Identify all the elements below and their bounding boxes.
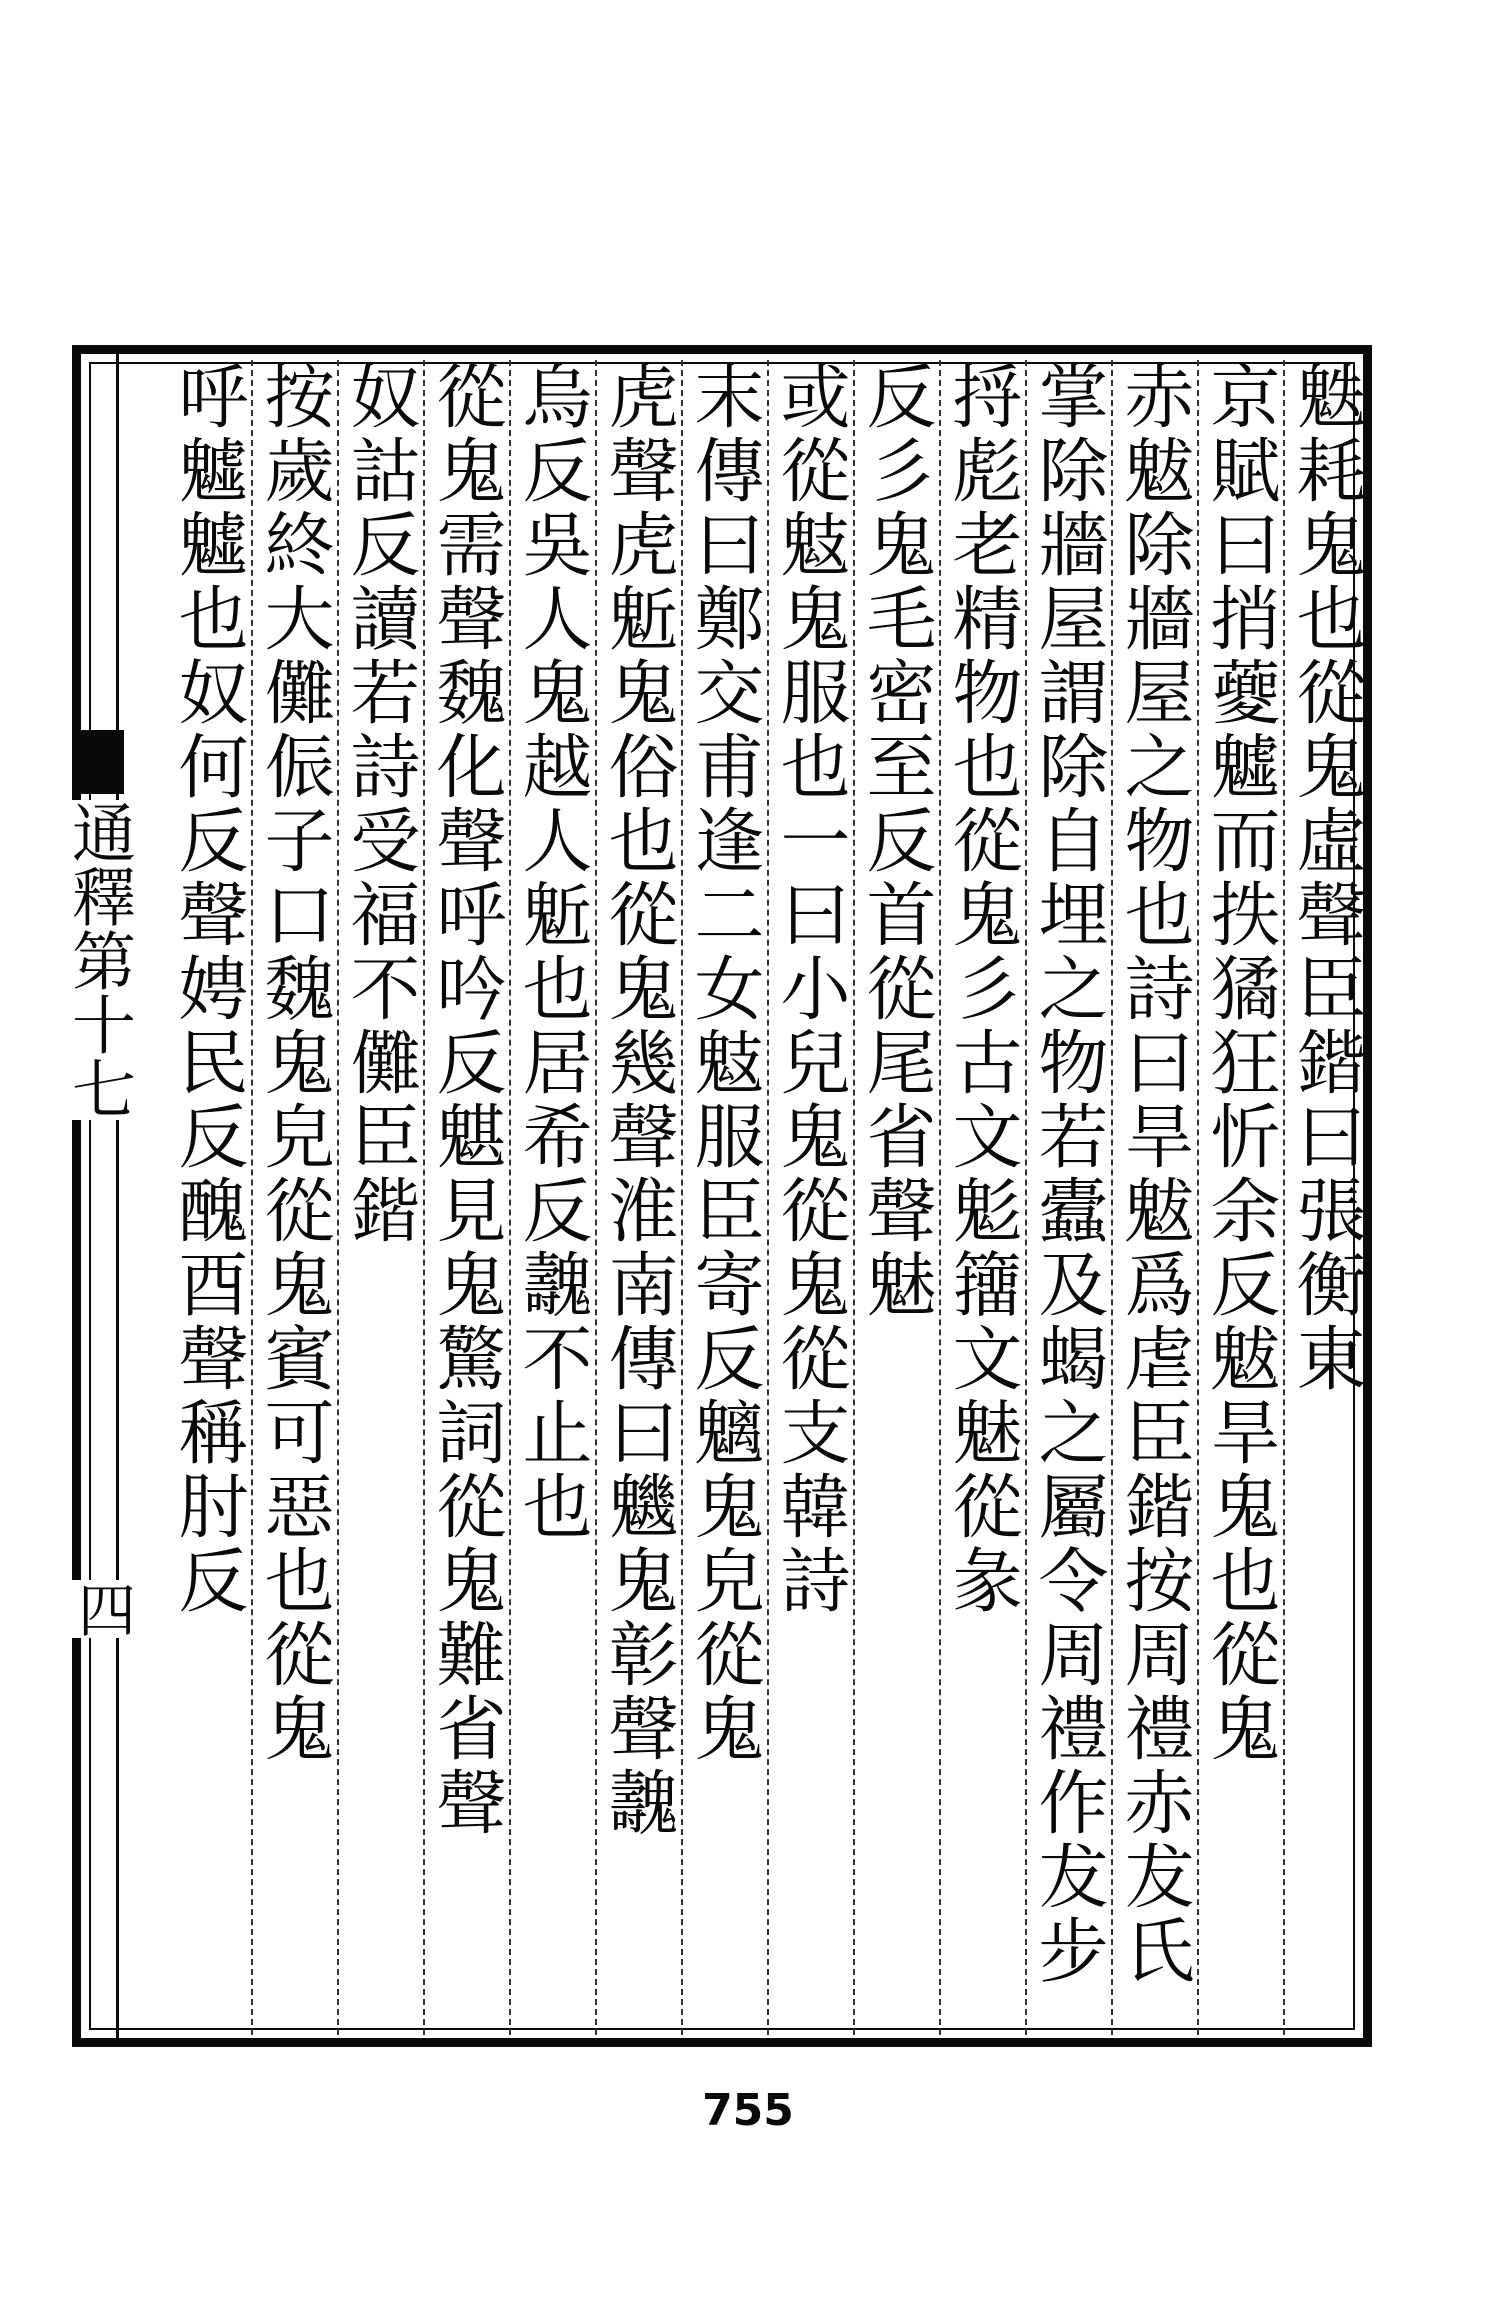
text-column-6: 反彡鬼毛密至反首從尾省聲魅	[855, 360, 937, 1322]
text-column-2: 京賦曰捎䕫魖而抶獝狂忻余反魃旱鬼也從鬼	[1199, 360, 1281, 1766]
text-column-14: 呼魖魖也奴何反聲娉民反醜酉聲稱肘反	[167, 360, 249, 1618]
text-column-7: 或從鬾鬼服也一曰小兒鬼從鬼從支韓詩	[769, 360, 851, 1618]
fold-line	[116, 345, 119, 2047]
fold-margin	[78, 345, 164, 2047]
text-column-8: 末傳曰鄭交甫逢二女鬾服臣寄反魑鬼皃從鬼	[683, 360, 765, 1766]
text-column-1: 䰡耗鬼也從鬼虛聲臣鍇曰張衡東	[1285, 360, 1367, 1396]
text-column-5: 捋彪老精物也從鬼彡古文鬽籒文魅從彖	[941, 360, 1023, 1618]
text-column-13: 按歲終大儺侲子口魏鬼皃從鬼賓可惡也從鬼	[253, 360, 335, 1766]
fold-title: 通釋第十七	[61, 800, 135, 1120]
text-column-10: 烏反吳人鬼越人鬿也居希反魗不止也	[511, 360, 593, 1544]
text-column-11: 從鬼需聲魏化聲呼吟反魌見鬼驚詞從鬼難省聲	[425, 360, 507, 1840]
page-number: 755	[702, 2085, 794, 2136]
fold-page: 四	[60, 1580, 144, 1638]
text-column-12: 奴詁反讀若詩受福不儺臣鍇	[339, 360, 421, 1248]
text-column-4: 掌除牆屋謂除自埋之物若蠹及蝎之屬令周禮作犮步	[1027, 360, 1109, 1988]
fold-fishtail-mark	[78, 730, 124, 794]
text-column-9: 虎聲虎鬿鬼俗也從鬼幾聲淮南傳曰魕鬼彰聲魗	[597, 360, 679, 1840]
text-column-3: 赤魃除牆屋之物也詩曰旱魃爲虐臣鍇按周禮赤犮氏	[1113, 360, 1195, 1988]
